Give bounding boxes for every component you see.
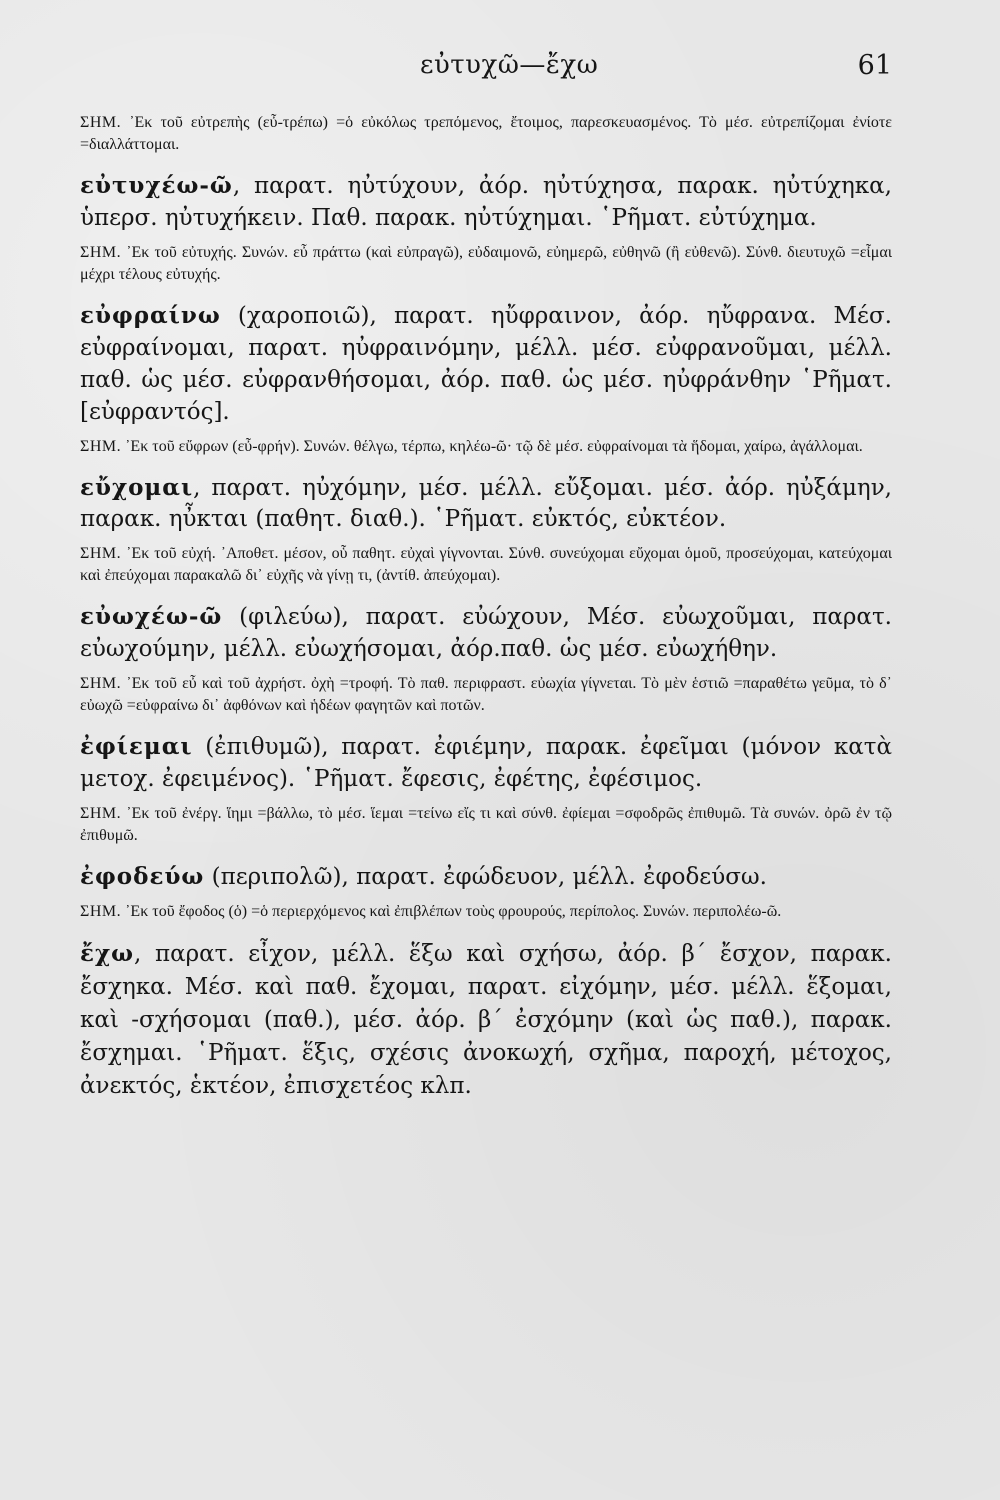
running-header <box>0 50 1000 90</box>
note-label: ΣΗΜ. <box>80 244 122 261</box>
note-text: ᾿Εκ τοῦ εὔφρων (εὖ-φρήν). Συνών. θέλγω, τέρπω, κηλέω-ῶ· τῷ δὲ μέσ. εὐφραίνομαι τὰ ἥδομαι, χαίρω, ἀγάλλομαι. <box>125 438 863 455</box>
entry-body: , παρατ. ηὐτύχουν, ἀόρ. ηὐτύχησα, παρακ. ηὐτύχηκα, ὑπερσ. ηὐτυχήκειν. Παθ. παρακ. ηὐτύχημαι. ῾Ρῆματ. εὐτύχημα. <box>80 173 892 231</box>
entry-body: (περιπολῶ), παρατ. ἐφώδευον, μέλλ. ἐφοδεύσω. <box>204 864 767 890</box>
note-label: ΣΗΜ. <box>80 114 122 131</box>
note-paragraph <box>80 112 892 156</box>
lemma: εὔχομαι <box>80 474 194 501</box>
note-paragraph <box>80 436 892 458</box>
note-text: ᾿Εκ τοῦ εὖ καὶ τοῦ ἀχρήστ. ὀχὴ =τροφή. Τὸ παθ. περιφραστ. εὐωχία γίγνεται. Τὸ μὲν ἑστιῶ =παραθέτω γεῦμα, τὸ δ᾿ εὐωχῶ =εὐφραίνω δι᾿ ἀφθόνων καὶ ἡδέων φαγητῶν καὶ ποτῶν. <box>80 675 893 714</box>
entry-body: , παρατ. εἶχον, μέλλ. ἕξω καὶ σχήσω, ἀόρ. β´ ἔσχον, παρακ. ἔσχηκα. Μέσ. καὶ παθ. ἔχομαι, παρατ. εἰχόμην, μέσ. μέλλ. ἕξομαι, καὶ -σχήσομαι (παθ.), μέσ. ἀόρ. β´ ἐσχόμην (καὶ ὡς παθ.), παρακ. ἔσχημαι. ῾Ρῆματ. ἕξις, σχέσις ἀνοκωχή, σχῆμα, παροχή, μέτοχος, ἀνεκτός, ἑκτέον, ἐπισχετέος κλπ. <box>80 941 892 1099</box>
lemma: εὐτυχέω-ῶ <box>80 172 233 199</box>
entry-ephodeuo <box>80 861 892 923</box>
note-paragraph <box>80 242 892 286</box>
entry-euocheo <box>80 601 892 717</box>
note-text: ᾿Εκ τοῦ ἔφοδος (ὁ) =ὁ περιερχόμενος καὶ ἐπιβλέπων τοὺς φρουρούς, περίπολος. Συνών. περιπολέω-ῶ. <box>125 903 782 920</box>
lemma: εὐωχέω-ῶ <box>80 603 223 630</box>
note-label: ΣΗΜ. <box>80 545 122 562</box>
entry-main-text <box>80 861 892 893</box>
entry-main-text <box>80 937 892 1103</box>
entry-body: (φιλεύω), παρατ. εὐώχουν, Μέσ. εὐωχοῦμαι, παρατ. εὐωχούμην, μέλλ. εὐωχήσομαι, ἀόρ.παθ. ὡς μέσ. εὐωχήθην. <box>80 604 892 662</box>
lemma: ἐφίεμαι <box>80 733 193 760</box>
entry-euphraino <box>80 300 892 458</box>
entry-eutycheo <box>80 170 892 286</box>
note-text: ᾿Εκ τοῦ εὐτυχής. Συνών. εὖ πράττω (καὶ εὐπραγῶ), εὐδαιμονῶ, εὐημερῶ, εὐθηνῶ (ἢ εὐθενῶ). Σύνθ. διευτυχῶ =εἶμαι μέχρι τέλους εὐτυχής. <box>80 244 893 283</box>
entry-main-text <box>80 601 892 665</box>
note-label: ΣΗΜ. <box>80 438 122 455</box>
note-paragraph <box>80 803 892 847</box>
note-label: ΣΗΜ. <box>80 903 122 920</box>
header-title: εὐτυχῶ—ἔχω <box>420 50 599 80</box>
lemma: ἔχω <box>80 940 135 967</box>
note-label: ΣΗΜ. <box>80 675 122 692</box>
note-text: ᾿Εκ τοῦ εὐχή. ᾿Αποθετ. μέσον, οὗ παθητ. εὐχαὶ γίγνονται. Σύνθ. συνεύχομαι εὔχομαι ὁμοῦ, προσεύχομαι, κατεύχομαι καὶ ἐπεύχομαι παρακαλῶ δι᾿ εὐχῆς νὰ γίνῃ τι, (ἀντίθ. ἀπεύχομαι). <box>80 545 893 584</box>
note-paragraph <box>80 673 892 717</box>
entry-ephiemai <box>80 731 892 847</box>
note-paragraph <box>80 543 892 587</box>
lemma: εὐφραίνω <box>80 302 221 329</box>
page-number: 61 <box>857 50 892 81</box>
note-paragraph <box>80 901 892 923</box>
content-column <box>80 104 892 1117</box>
note-text: ᾿Εκ τοῦ εὐτρεπὴς (εὖ-τρέπω) =ὁ εὐκόλως τρεπόμενος, ἔτοιμος, παρεσκευασμένος. Τὸ μέσ. εὐτρεπίζομαι ἐνίοτε =διαλλάττομαι. <box>80 114 893 153</box>
lemma: ἐφοδεύω <box>80 863 205 890</box>
entry-echo <box>80 937 892 1103</box>
entry-main-text <box>80 300 892 428</box>
entry-main-text <box>80 170 892 234</box>
note-label: ΣΗΜ. <box>80 805 122 822</box>
entry-body: (ἐπιθυμῶ), παρατ. ἐφιέμην, παρακ. ἐφεῖμαι (μόνον κατὰ μετοχ. ἐφειμένος). ῾Ρῆματ. ἔφεσις, ἐφέτης, ἐφέσιμος. <box>80 734 892 792</box>
entry-body: (χαροποιῶ), παρατ. ηὔφραινον, ἀόρ. ηὔφρανα. Μέσ. εὐφραίνομαι, παρατ. ηὐφραινόμην, μέλλ. μέσ. εὐφρανοῦμαι, μέλλ. παθ. ὡς μέσ. εὐφρανθήσομαι, ἀόρ. παθ. ὡς μέσ. ηὐφράνθην ῾Ρῆματ. [εὐφραντός]. <box>80 303 892 425</box>
entry-euchomai <box>80 472 892 587</box>
entry-main-text <box>80 472 892 535</box>
entry-body: , παρατ. ηὐχόμην, μέσ. μέλλ. εὔξομαι. μέσ. ἀόρ. ηὐξάμην, παρακ. ηὖκται (παθητ. διαθ.). ῾Ρῆματ. εὐκτός, εὐκτέον. <box>80 475 892 532</box>
note-text: ᾿Εκ τοῦ ἐνέργ. ἵημι =βάλλω, τὸ μέσ. ἵεμαι =τείνω εἴς τι καὶ σύνθ. ἐφίεμαι =σφοδρῶς ἐπιθυμῶ. Τὰ συνών. ὀρῶ ἐν τῷ ἐπιθυμῶ. <box>80 805 893 844</box>
entry-main-text <box>80 731 892 795</box>
entry-1 <box>80 112 892 156</box>
